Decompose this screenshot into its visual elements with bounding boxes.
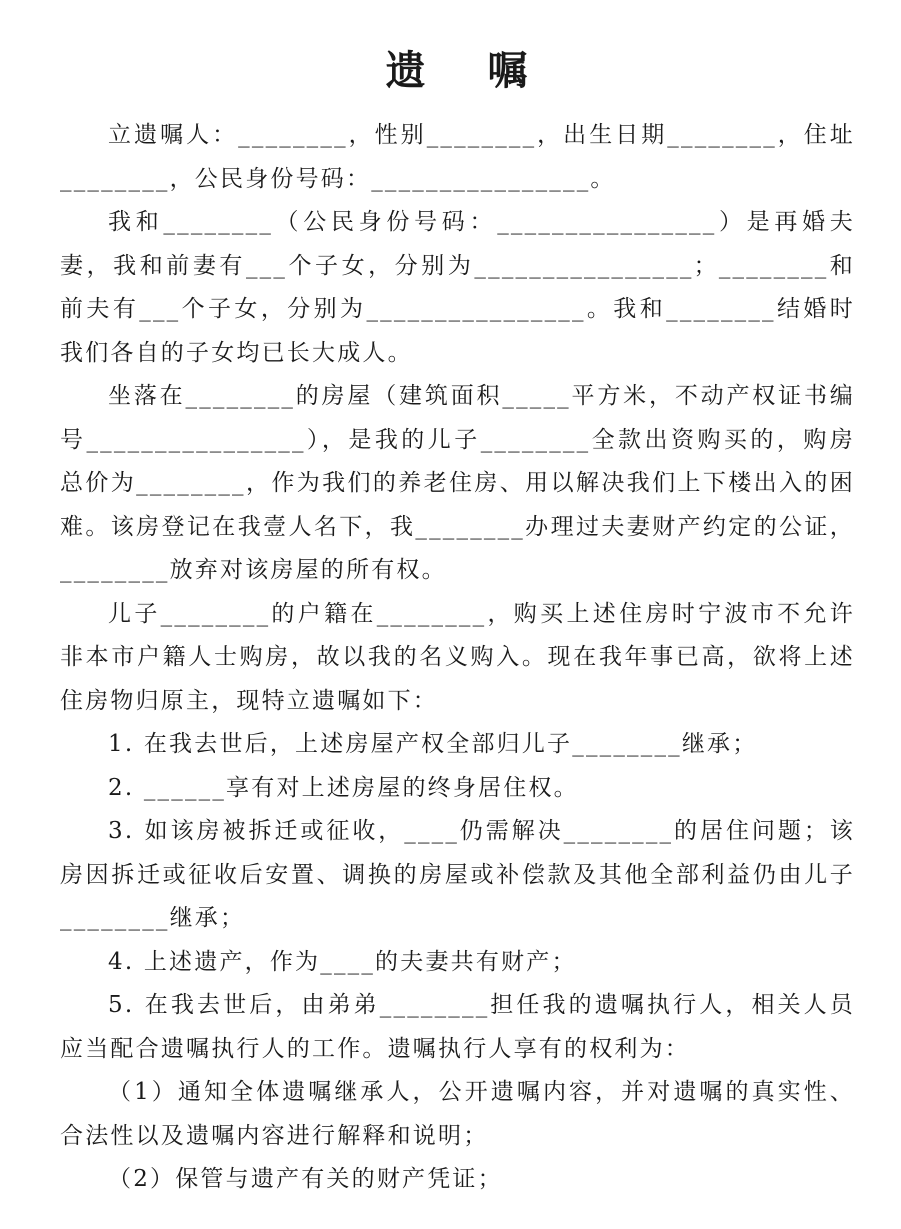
title-char-2: 嘱 (487, 47, 530, 94)
executor-right-1: （1）通知全体遗嘱继承人，公开遗嘱内容，并对遗嘱的真实性、合法性以及遗嘱内容进行解释和说明； (60, 1079, 855, 1149)
clause-3: 3. 如该房被拆迁或征收，____仍需解决________的居住问题；该房因拆迁或征收后安置、调换的房屋或补偿款及其他全部利益仍由儿子________继承； (60, 818, 855, 931)
paragraph-property: 坐落在________的房屋（建筑面积_____平方米，不动产权证书编号________________），是我的儿子________全款出资购买的，购房总价为________，作为我们的养老住房、用以解决我们上下楼出入的困难。该房登记在我壹人名下，我________办理过夫妻财产约定的公证，________放弃对该房屋的所有权。 (60, 383, 855, 583)
document-title (60, 42, 855, 100)
clause-2: 2. ______享有对上述房屋的终身居住权。 (108, 774, 579, 801)
clause-1: 1. 在我去世后，上述房屋产权全部归儿子________继承； (108, 731, 758, 757)
paragraph-marriage: 我和________（公民身份号码：________________）是再婚夫妻，我和前妻有___个子女，分别为________________；________和前夫有___个子女，分别为________________。我和________结婚时我们各自的子女均已长大成人。 (60, 209, 855, 366)
clause-5: 5. 在我去世后，由弟弟________担任我的遗嘱执行人，相关人员应当配合遗嘱执行人的工作。遗嘱执行人享有的权利为： (60, 992, 855, 1062)
title-char-1: 遗 (385, 47, 428, 94)
executor-right-2: （2）保管与遗产有关的财产凭证； (108, 1166, 503, 1192)
paragraph-testator-info: 立遗嘱人：________，性别________，出生日期________，住址________，公民身份号码：________________。 (60, 122, 855, 192)
paragraph-son-registration: 儿子________的户籍在________，购买上述住房时宁波市不允许非本市户籍人士购房，故以我的名义购入。现在我年事已高，欲将上述住房物归原主，现特立遗嘱如下： (60, 600, 855, 714)
clause-4: 4. 上述遗产，作为____的夫妻共有财产； (108, 948, 577, 975)
